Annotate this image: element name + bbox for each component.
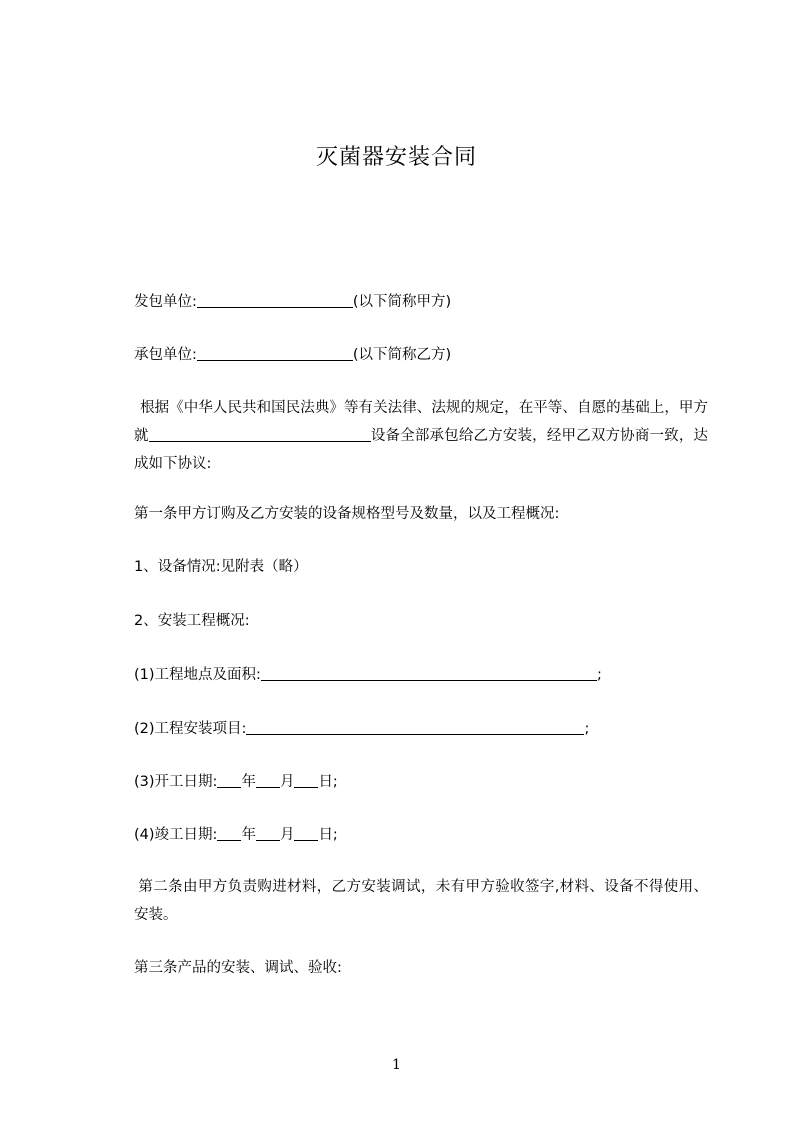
sub1-blank <box>261 664 597 681</box>
sub4-line <box>134 824 338 845</box>
sub3-month: 月 <box>279 774 295 790</box>
article2-text: 第二条由甲方负责购进材料，乙方安装调试，未有甲方验收签字,材料、设备不得使用、安装。 <box>134 879 708 923</box>
sub2-blank <box>246 718 584 735</box>
party-a-line <box>134 291 451 312</box>
sub4-year: 年 <box>241 827 256 843</box>
preamble-paragraph <box>134 394 708 478</box>
article3-heading: 第三条产品的安装、调试、验收: <box>134 960 342 976</box>
sub3-year: 年 <box>241 774 256 790</box>
sub3-day-blank <box>294 771 318 788</box>
sub4-day-blank <box>294 824 318 841</box>
preamble-blank <box>149 425 371 442</box>
party-b-label: 承包单位: <box>134 347 197 363</box>
sub4-month-blank <box>256 824 280 841</box>
preamble-part2: 设备全部承包给乙方安装，经甲乙双方协商一致，达成如下协议: <box>134 428 709 472</box>
sub3-label: (3)开工日期: <box>134 774 218 790</box>
party-b-blank <box>197 344 353 361</box>
sub4-label: (4)竣工日期: <box>134 827 218 843</box>
sub2-line <box>134 718 589 739</box>
preamble-part1: 根据《中华人民共和国民法典》等有关法律、法规的规定，在平等、自愿的基础上，甲方就 <box>134 400 708 444</box>
sub3-month-blank <box>256 771 280 788</box>
sub1-semicolon: ; <box>596 667 602 683</box>
party-b-line <box>134 344 451 365</box>
sub1-line <box>134 664 602 685</box>
document-title: 灭菌器安装合同 <box>315 145 477 170</box>
sub4-year-blank <box>217 824 241 841</box>
sub2-semicolon: ; <box>584 721 590 737</box>
sub3-year-blank <box>217 771 241 788</box>
sub3-day: 日; <box>318 774 338 790</box>
party-b-suffix: (以下简称乙方) <box>352 347 452 363</box>
item2-installation: 2、安装工程概况: <box>134 613 250 629</box>
party-a-blank <box>197 291 353 308</box>
sub3-line <box>134 771 338 792</box>
item1-equipment: 1、设备情况:见附表（略） <box>134 559 308 575</box>
page-number: 1 <box>392 1057 401 1073</box>
sub4-month: 月 <box>279 827 295 843</box>
party-a-suffix: (以下简称甲方) <box>352 294 452 310</box>
article1-heading: 第一条甲方订购及乙方安装的设备规格型号及数量，以及工程概况: <box>134 506 560 522</box>
sub2-label: (2)工程安装项目: <box>134 721 247 737</box>
sub1-label: (1)工程地点及面积: <box>134 667 261 683</box>
party-a-label: 发包单位: <box>134 294 197 310</box>
article2-paragraph <box>134 873 708 929</box>
sub4-day: 日; <box>318 827 338 843</box>
